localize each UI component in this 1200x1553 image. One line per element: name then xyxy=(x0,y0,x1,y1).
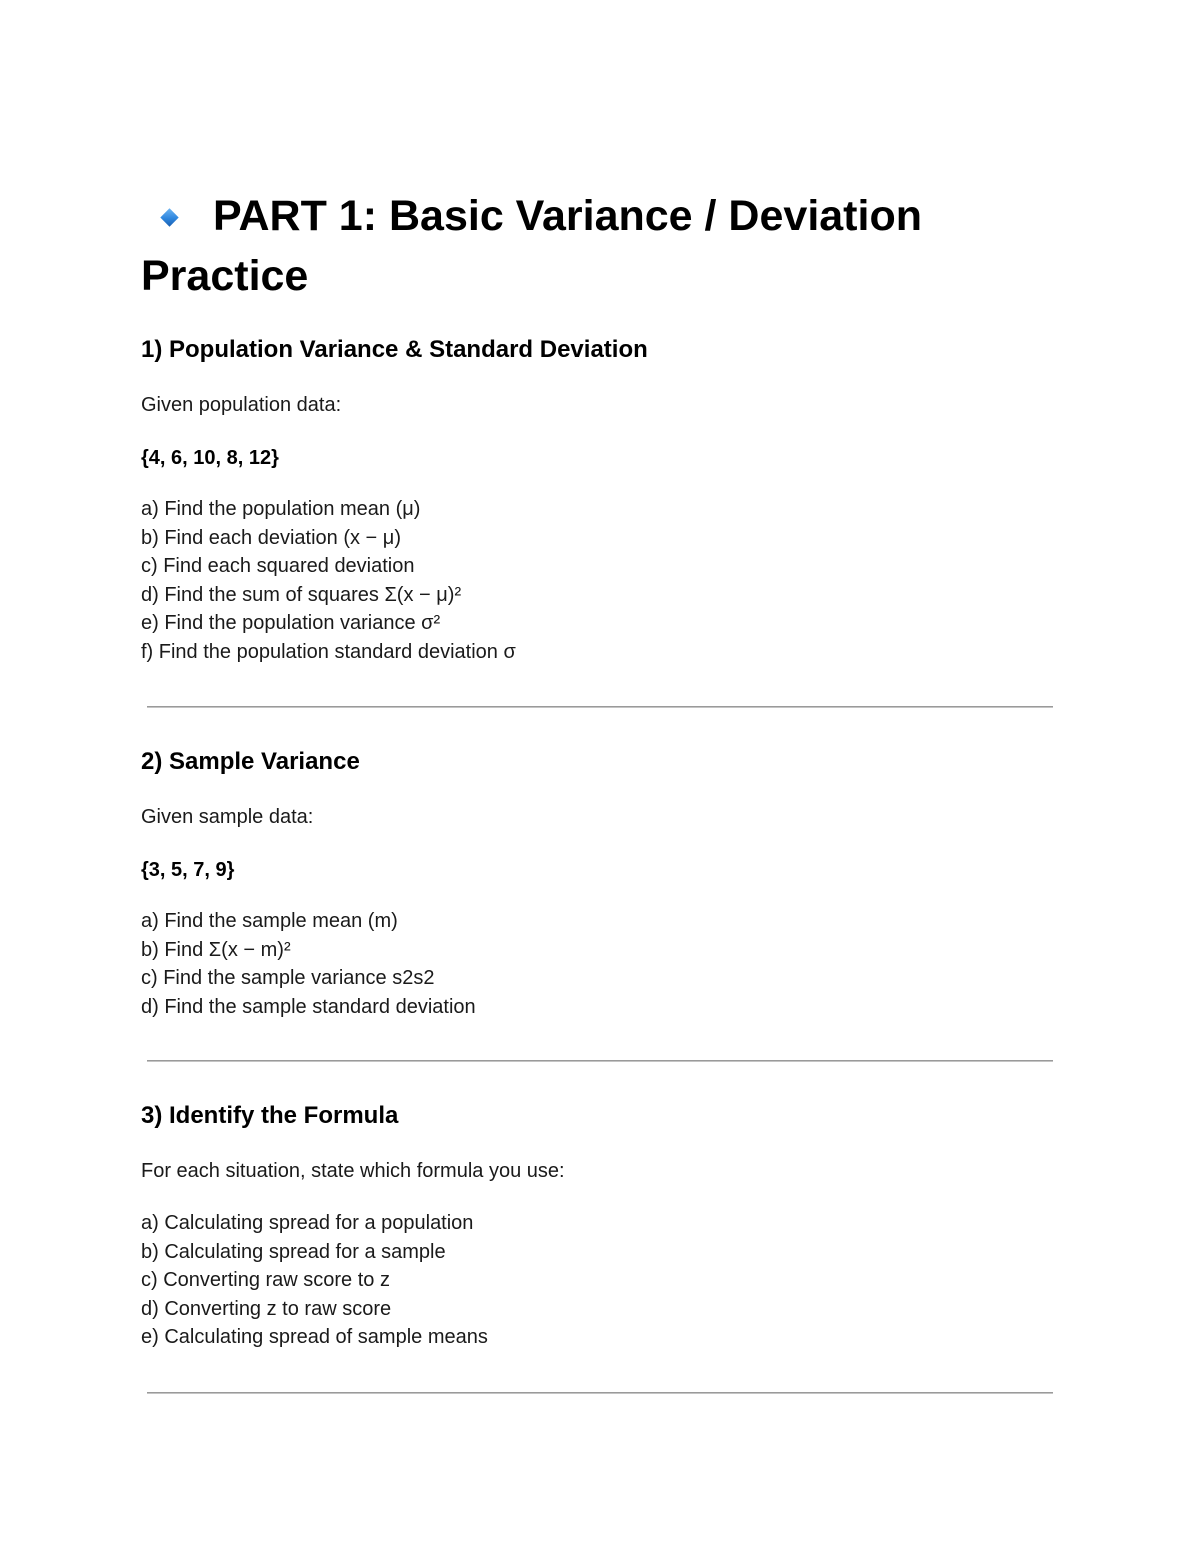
question-item: f) Find the population standard deviation σ xyxy=(141,640,516,663)
section-1-question-list xyxy=(141,495,516,667)
section-2-data-set: {3, 5, 7, 9} xyxy=(141,859,235,881)
section-divider xyxy=(147,1060,1053,1062)
page-title xyxy=(141,186,1041,306)
section-2-heading: 2) Sample Variance xyxy=(141,748,360,775)
question-item: a) Find the sample mean (m) xyxy=(141,910,398,932)
section-3-heading: 3) Identify the Formula xyxy=(141,1102,399,1129)
section-1-data-set: {4, 6, 10, 8, 12} xyxy=(141,447,279,469)
question-item: b) Calculating spread for a sample xyxy=(141,1240,446,1263)
question-item: d) Find the sample standard deviation xyxy=(141,995,476,1018)
section-3-intro: For each situation, state which formula you use: xyxy=(141,1160,565,1182)
question-item: e) Find the population variance σ² xyxy=(141,612,441,635)
section-2-intro: Given sample data: xyxy=(141,806,314,828)
question-item: b) Find each deviation (x − μ) xyxy=(141,526,401,549)
question-item: c) Converting raw score to z xyxy=(141,1269,390,1292)
question-item: e) Calculating spread of sample means xyxy=(141,1326,488,1349)
question-item: a) Find the population mean (μ) xyxy=(141,498,421,520)
diamond-icon xyxy=(160,208,178,226)
question-item: c) Find each squared deviation xyxy=(141,555,415,578)
section-divider xyxy=(147,706,1053,708)
question-item: d) Find the sum of squares Σ(x − μ)² xyxy=(141,583,462,606)
section-2-question-list xyxy=(141,907,476,1021)
section-1-intro: Given population data: xyxy=(141,394,342,416)
question-item: b) Find Σ(x − m)² xyxy=(141,938,291,961)
page-title-text: PART 1: Basic Variance / Deviation Practice xyxy=(141,192,922,300)
section-1-heading: 1) Population Variance & Standard Deviation xyxy=(141,336,648,363)
question-item: d) Converting z to raw score xyxy=(141,1297,392,1320)
question-item: a) Calculating spread for a population xyxy=(141,1212,474,1234)
section-divider xyxy=(147,1392,1053,1394)
question-item: c) Find the sample variance s2s2 xyxy=(141,967,435,990)
section-3-question-list xyxy=(141,1209,488,1352)
